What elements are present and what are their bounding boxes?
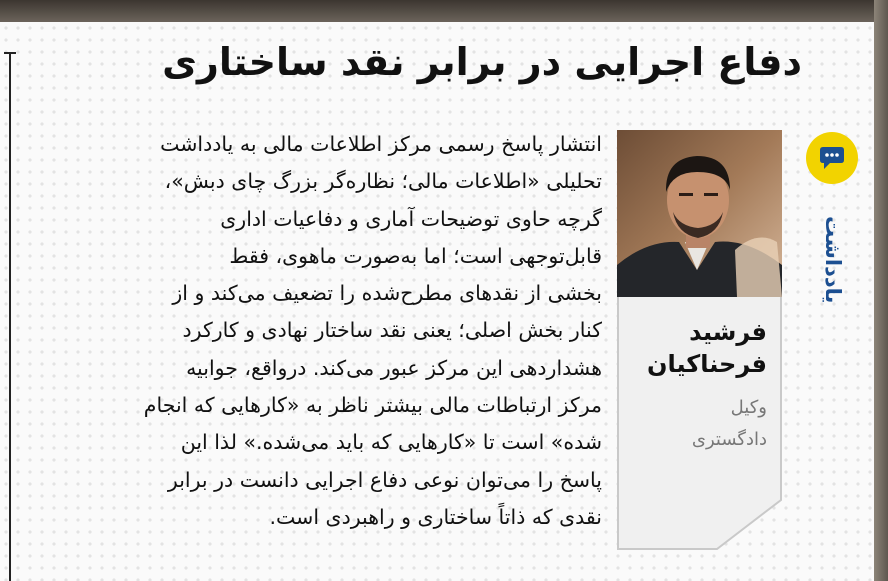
author-photo xyxy=(617,130,782,297)
author-role xyxy=(627,392,767,456)
article-line: گرچه حاوی توضیحات آماری و دفاعیات اداری xyxy=(220,206,602,231)
article-headline: دفاع اجرایی در برابر نقد ساختاری xyxy=(162,40,802,84)
article-line: پاسخ را می‌توان نوعی دفاع اجرایی دانست در برابر xyxy=(167,467,602,492)
author-card xyxy=(617,130,782,550)
author-first-name: فرشید xyxy=(689,318,767,346)
article-line: نقدی که ذاتاً ساختاری و راهبردی است. xyxy=(269,504,602,529)
article-line: انتشار پاسخ رسمی مرکز اطلاعات مالی به یادداشت xyxy=(160,132,602,156)
speech-bubble-icon xyxy=(818,145,846,171)
article-body xyxy=(36,126,602,536)
column-rule xyxy=(9,52,11,581)
article-line: مرکز ارتباطات مالی بیشتر ناظر به «کارهایی که انجام xyxy=(143,393,602,418)
column-rule-tick xyxy=(4,52,16,54)
article-line: بخشی از نقدهای مطرح‌شده را تضعیف می‌کند و از xyxy=(172,281,602,306)
article-line: قابل‌توجهی است؛ اما به‌صورت ماهوی، فقط xyxy=(229,243,602,268)
article-line: شده» است تا «کارهایی که باید می‌شده.» لذا این xyxy=(180,430,602,455)
author-role-line2: دادگستری xyxy=(691,429,767,450)
page-frame-top xyxy=(0,0,888,22)
author-portrait-image xyxy=(617,130,782,297)
section-label: یادداشت xyxy=(821,216,845,304)
article-line: کنار بخش اصلی؛ یعنی نقد ساختار نهادی و کارکرد xyxy=(182,318,602,343)
page-frame-right xyxy=(874,0,888,581)
article-line: هشداردهی این مرکز عبور می‌کند. درواقع، جوابیه xyxy=(186,355,602,380)
author-last-name: فرحناکیان xyxy=(647,350,767,378)
author-name xyxy=(627,316,767,380)
author-role-line1: وکیل xyxy=(730,397,767,418)
section-badge xyxy=(806,132,858,184)
article-line: تحلیلی «اطلاعات مالی؛ نظاره‌گر بزرگ چای دبش»، xyxy=(164,169,602,194)
